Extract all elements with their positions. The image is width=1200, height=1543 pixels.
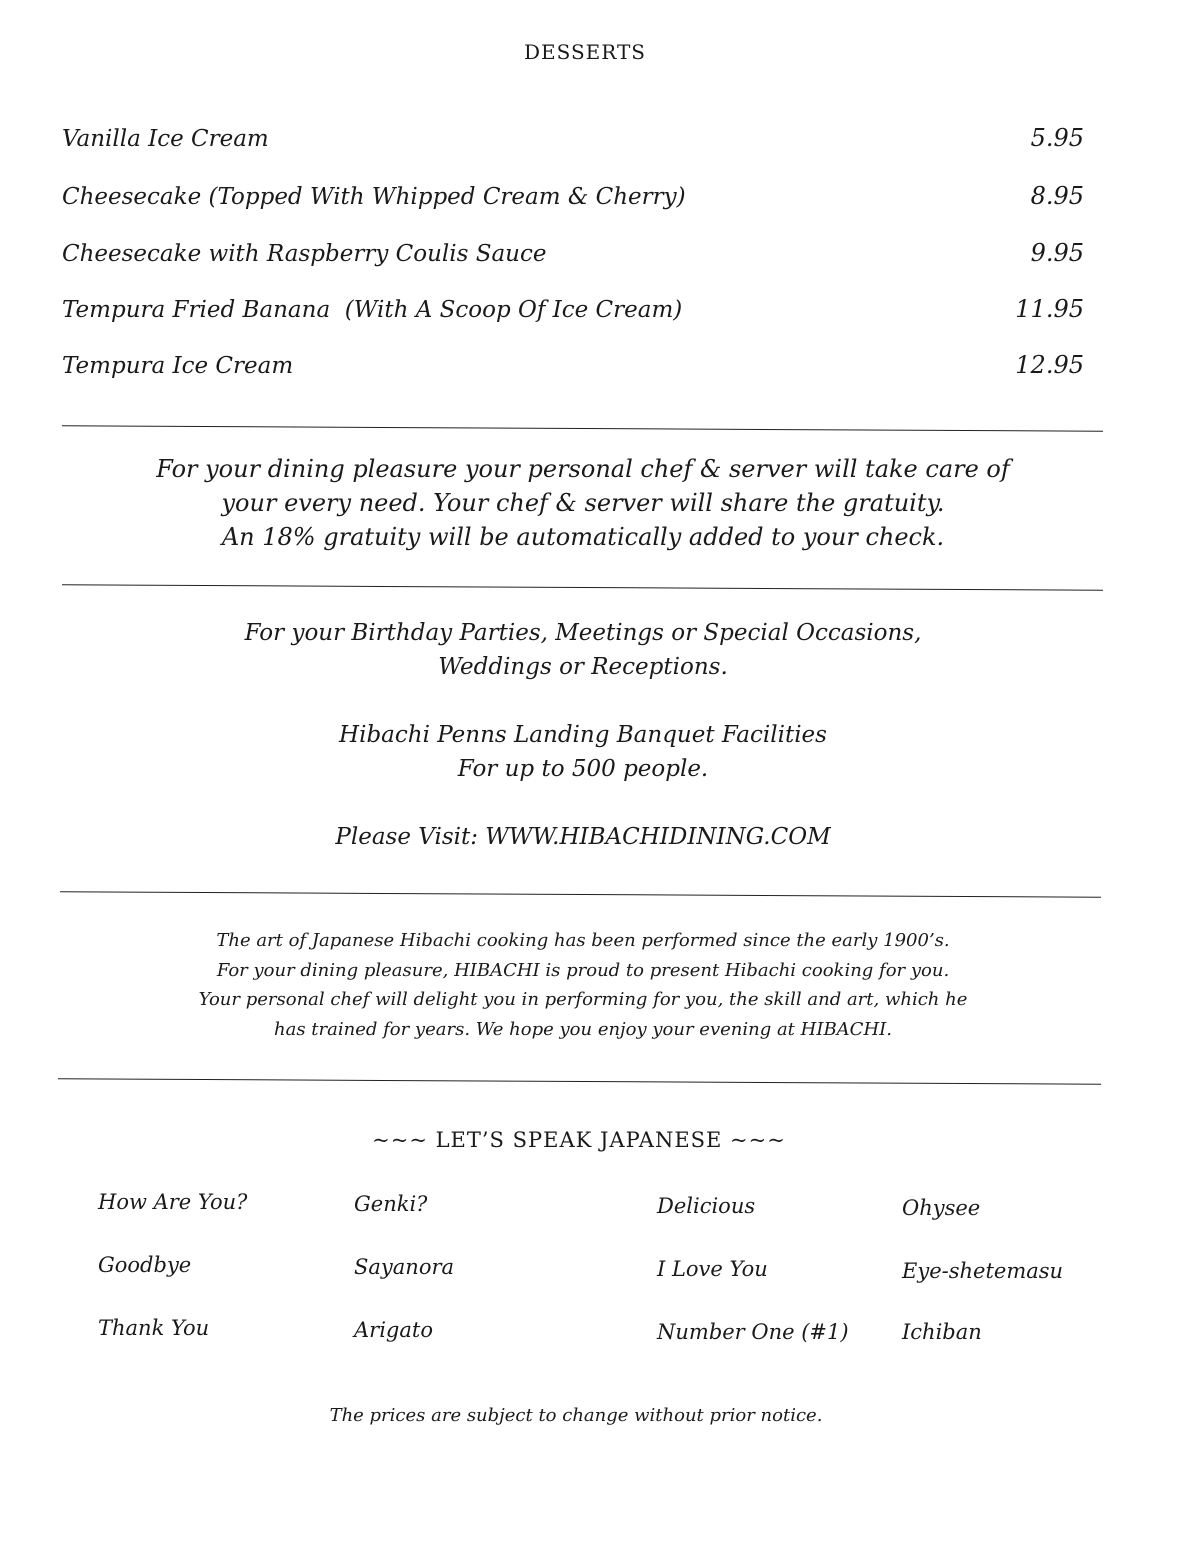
divider (58, 1078, 1101, 1084)
phrase-english: How Are You? (98, 1190, 248, 1214)
dessert-name: Cheesecake with Raspberry Coulis Sauce (62, 241, 547, 267)
dessert-name: Cheesecake (Topped With Whipped Cream & Cherry) (62, 184, 686, 210)
banquet-info (0, 616, 1166, 854)
phrase-english: Goodbye (98, 1253, 192, 1277)
occasions-line: Weddings or Receptions. (438, 654, 728, 680)
paragraph-line: For your dining pleasure, HIBACHI is proud to present Hibachi cooking for you. (216, 959, 950, 981)
dessert-price: 11.95 (1015, 295, 1084, 323)
divider (60, 891, 1101, 897)
phrase-japanese: Ichiban (902, 1320, 982, 1344)
dessert-item (62, 182, 1084, 210)
dessert-item (62, 351, 1084, 379)
phrase-english: Number One (#1) (657, 1320, 849, 1344)
phrase-japanese: Ohysee (902, 1196, 981, 1220)
facilities-line: Hibachi Penns Landing Banquet Facilities (339, 722, 827, 748)
gratuity-notice (0, 452, 1166, 554)
dessert-name: Tempura Ice Cream (62, 353, 294, 379)
price-disclaimer: The prices are subject to change without prior notice. (329, 1405, 823, 1426)
dessert-name: Tempura Fried Banana (With A Scoop Of Ice Cream) (62, 297, 683, 323)
hibachi-art-paragraph (0, 926, 1166, 1044)
facilities-line: For up to 500 people. (457, 756, 709, 782)
gratuity-line: An 18% gratuity will be automatically added to your check. (221, 523, 945, 551)
phrase-japanese: Sayanora (354, 1255, 455, 1279)
dessert-item (62, 239, 1084, 267)
website-line: Please Visit: WWW.HIBACHIDINING.COM (335, 824, 831, 850)
paragraph-line: has trained for years. We hope you enjoy your evening at HIBACHI. (274, 1018, 892, 1040)
dessert-price: 8.95 (1030, 182, 1084, 210)
speak-japanese-title: ~~~ LET’S SPEAK JAPANESE ~~~ (372, 1128, 786, 1152)
phrase-japanese: Arigato (354, 1318, 433, 1342)
gratuity-line: your every need. Your chef & server will share the gratuity. (221, 489, 945, 517)
page-title: DESSERTS (523, 40, 647, 64)
dessert-item (62, 124, 1084, 152)
paragraph-line: The art of Japanese Hibachi cooking has been performed since the early 1900’s. (216, 930, 950, 951)
dessert-price: 5.95 (1030, 124, 1084, 152)
phrase-japanese: Eye-shetemasu (902, 1259, 1064, 1283)
dessert-name: Vanilla Ice Cream (62, 126, 269, 152)
phrase-japanese: Genki? (354, 1192, 428, 1216)
gratuity-line: For your dining pleasure your personal chef & server will take care of (156, 455, 1010, 483)
dessert-price: 9.95 (1030, 239, 1084, 267)
divider (62, 425, 1103, 431)
occasions-line: For your Birthday Parties, Meetings or Special Occasions, (244, 620, 922, 646)
paragraph-line: Your personal chef will delight you in performing for you, the skill and art, which he (198, 989, 968, 1010)
phrase-english: I Love You (657, 1257, 768, 1281)
divider (62, 584, 1103, 590)
phrase-english: Thank You (98, 1316, 210, 1340)
dessert-price: 12.95 (1015, 351, 1084, 379)
phrase-english: Delicious (657, 1194, 756, 1218)
dessert-item (62, 295, 1084, 323)
